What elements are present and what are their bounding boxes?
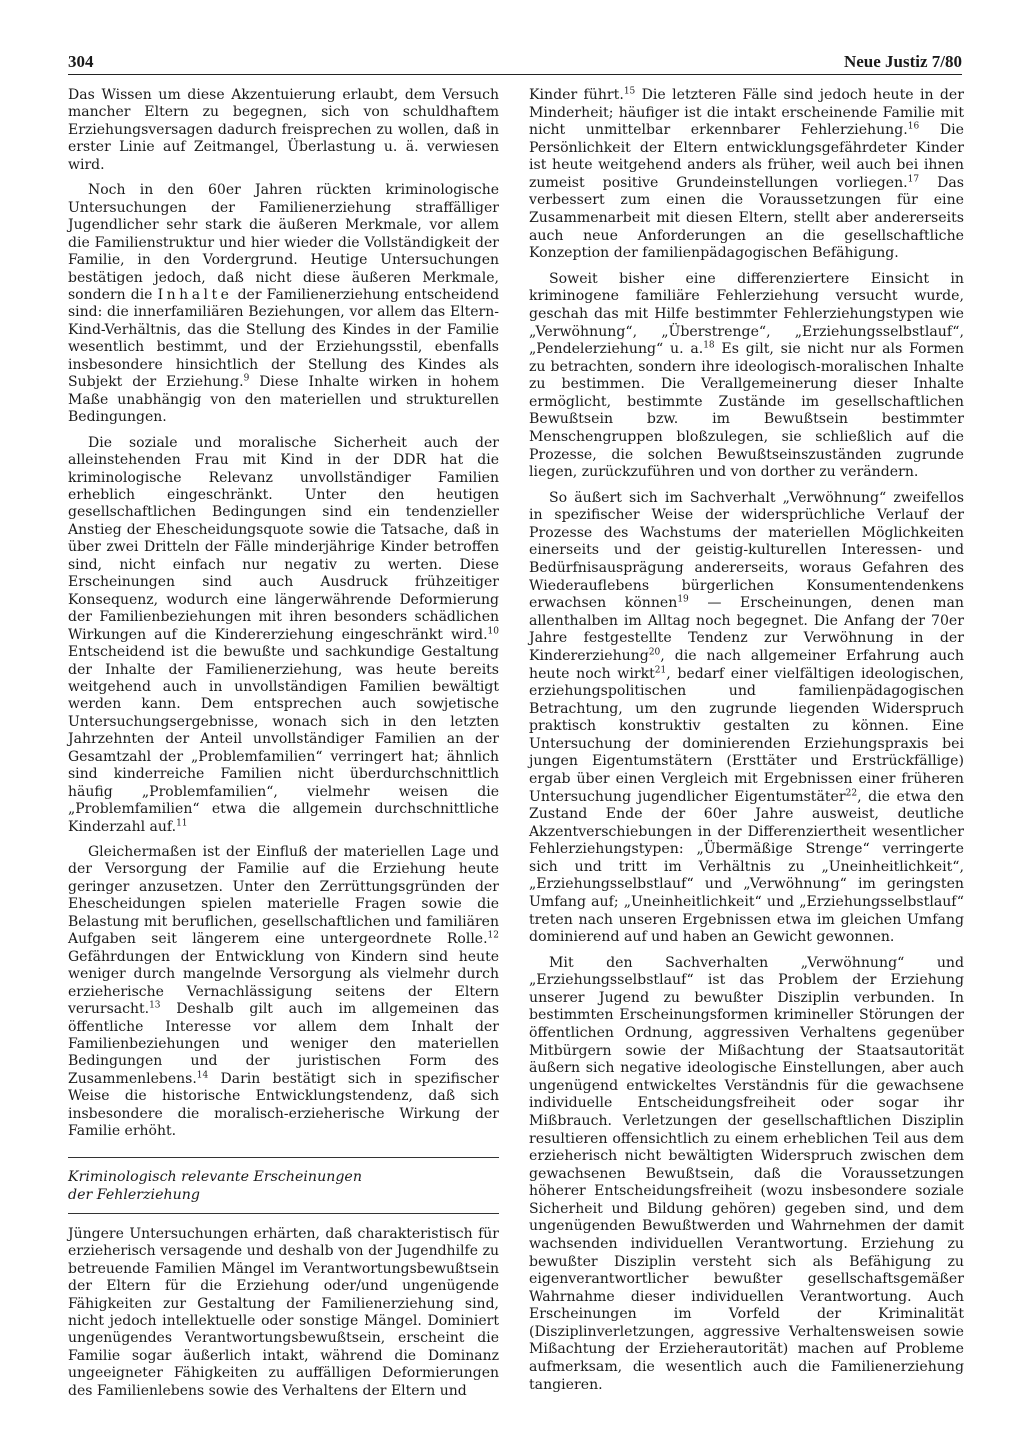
- section-title: Kriminologisch relevante Erscheinungen: [68, 1168, 362, 1185]
- footnote-ref: 12: [487, 930, 499, 941]
- paragraph: So äußert sich im Sachverhalt „Verwöhnung“ zweifellos in spezifischer Weise der widersprüchliche Verlauf der Prozesse des Wachstums der materiellen Möglichkeiten einerseits und der geistig-kulturellen Interessen- und Bedürfnisausprägung andererseits, woraus Gefahren des Wiederauflebens bürgerlichen Konsumentendenkens erwachsen können$^{19}$ — Erscheinungen, denen man allenthalben im Alltag noch begegnet. Die Anfang der 70er Jahre festgestellte Tendenz zur Verwöhnung in der Kindererziehung$^{20}$, die nach allgemeiner Erfahrung auch heute noch wirkt$^{21}$, bedarf einer vielfältigen ideologischen, erziehungspolitischen und familienpädagogischen Betrachtung, um den zugrunde liegenden Widerspruch praktisch konstruktiv gestalten zu können. Eine Untersuchung der dominierenden Erziehungspraxis bei jungen Eigentumstätern (Ersttäter und Erstrückfällige) ergab über einen Vergleich mit Ergebnissen einer früheren Untersuchung jugendlicher Eigentumstäter$^{22}$, die etwa den Zustand Ende der 60er Jahre ausweist, deutliche Akzentverschiebungen in der Differenziertheit wesentlicher Fehlerziehungstypen: „Übermäßige Strenge“ verringerte sich und tritt im Verhältnis zu „Uneinheitlichkeit“, „Erziehungsselbstlauf“ und „Verwöhnung“ im geringsten Umfang auf; „Uneinheitlichkeit“ und „Erziehungsselbstlauf“ treten nach unseren Ergebnissen etwa im gleichen Umfang dominierend auf und haben an Gewicht gewonnen.: [529, 489, 965, 946]
- paragraph: Mit den Sachverhalten „Verwöhnung“ und „Erziehungsselbstlauf“ ist das Problem der Erziehung unserer Jugend zu bewußter Disziplin verbunden. In bestimmten Erscheinungsformen krimineller Störungen der öffentlichen Ordnung, aggressiven Verhaltens gegenüber Mitbürgern sowie der Mißachtung der Staatsautorität äußern sich negative ideologische Einstellungen, aber auch ungenügend entwickeltes Verständnis für die gewachsene individuelle Entscheidungsfreiheit oder sogar ihr Mißbrauch. Verletzungen der gesellschaftlichen Disziplin resultieren offensichtlich zu einem erheblichen Teil aus dem erzieherisch nicht bewältigten Widerspruch zwischen dem gewachsenen Bewußtsein, daß die Voraussetzungen höherer Entscheidungsfreiheit (wozu insbesondere soziale Sicherheit und Bildung gehören) gegeben sind, und dem ungenügenden Bewußtwerden und Wahrnehmen der damit wachsenden individuellen Verantwortung. Erziehung zu bewußter Disziplin versteht sich als Befähigung zu eigenverantwortlicher bewußter gesellschaftsgemäßer Wahrnahme dieser individuellen Verantwortung. Auch Erscheinungen im Vorfeld der Kriminalität (Disziplinverletzungen, aggressive Verhaltensweisen sowie Mißachtung der Erzieherautorität) machen auf Probleme aufmerksam, die wesentlich auch die Familienerziehung tangieren.: [529, 954, 964, 1393]
- footnote-ref: 9: [243, 373, 250, 384]
- paragraph: Soweit bisher eine differenziertere Einsicht in kriminogene familiäre Fehlerziehung versucht wurde, geschah das mit Hilfe bestimmter Fehlerziehungstypen wie „Verwöhnung“, „Überstrenge“, „Erziehungsselbstlauf“, „Pendelerziehung“ u. a.$^{18}$ Es gilt, sie nicht nur als Formen zu betrachten, sondern ihre ideologisch-moralischen Inhalte zu bestimmen. Die Verallgemeinerung dieser Inhalte ermöglicht, bestimmte Zustände im gesellschaftlichen Bewußtsein bzw. im Bewußtsein bestimmter Menschengruppen bloßzulegen, sie schließlich auf die Prozesse, die solchen Bewußtseinszuständen zugrunde liegen, zurückzuführen und von dorther zu verändern.: [529, 270, 964, 481]
- emphasized-word: Inhalte: [157, 286, 233, 303]
- section-heading-box: [68, 1157, 499, 1214]
- footnote-ref: 10: [487, 625, 499, 636]
- right-column: [529, 87, 964, 1402]
- paragraph: Jüngere Untersuchungen erhärten, daß charakteristisch für erzieherisch versagende und deshalb von der Jugendhilfe zu betreuende Familien Mängel im Verantwortungsbewußtsein der Eltern für die Erziehung oder/und ungenügende Fähigkeiten zur Gestaltung der Familienerziehung sind, nicht jedoch intellektuelle oder sonstige Mängel. Dominiert ungenügendes Verantwortungsbewußtsein, erscheint die Familie sogar äußerlich intakt, während die Dominanz ungeeigneter Fähigkeiten zu auffälligen Deformierungen des Familienlebens sowie des Verhaltens der Eltern und: [68, 1225, 499, 1399]
- left-column: [68, 87, 499, 1408]
- paragraph: Noch in den 60er Jahren rückten kriminologische Untersuchungen der Familienerziehung straffälliger Jugendlicher sehr stark die äußeren Merkmale, vor allem die Familienstruktur und hier wieder die Vollständigkeit der Familie, in den Vordergrund. Heutige Untersuchungen bestätigen jedoch, daß nicht diese äußeren Merkmale, sondern die Inhalte der Familienerziehung entscheidend sind: die innerfamiliären Beziehungen, vor allem das Eltern-Kind-Verhältnis, das die Stellung des Kindes in der Familie wesentlich bestimmt, und der Erziehungsstil, ebenfalls insbesondere hinsichtlich der Stellung des Kindes als Subjekt der Erziehung.$^9$ Diese Inhalte wirken in hohem Maße unabhängig von den materiellen und strukturellen Bedingungen.: [68, 182, 500, 426]
- paragraph: Das Wissen um diese Akzentuierung erlaubt, dem Versuch mancher Eltern zu begegnen, sich von schuldhaftem Erziehungsversagen dadurch freisprechen zu wollen, daß in erster Linie auf Zeitmangel, Überlastung u. ä. verwiesen wird.: [68, 87, 499, 173]
- footnote-ref: 15: [623, 86, 636, 97]
- page-header: [68, 52, 962, 75]
- footnote-ref: 22: [845, 787, 858, 798]
- footnote-ref: 17: [907, 174, 920, 185]
- footnote-ref: 19: [677, 594, 689, 605]
- page-number: 304: [68, 52, 94, 71]
- footnote-ref: 13: [149, 1000, 161, 1011]
- footnote-ref: 18: [703, 340, 715, 351]
- section-title: der Fehlerziehung: [68, 1187, 200, 1204]
- paragraph: Kinder führt.$^{15}$ Die letzteren Fälle sind jedoch heute in der Minderheit; häufiger ist die intakt erscheinende Familie mit nicht unmittelbar erkennbarer Fehlerziehung.$^{16}$ Die Persönlichkeit der Eltern entwicklungsgefährdeter Kinder ist heute weitgehend anders als früher, weil auch bei ihnen zumeist positive Grundeinstellungen vorliegen.$^{17}$ Das verbessert zum einen die Voraussetzungen für eine Zusammenarbeit mit diesen Eltern, stellt aber andererseits auch neue Anforderungen an die gesellschaftliche Konzeption der familienpädagogischen Befähigung.: [529, 86, 964, 262]
- footnote-ref: 16: [907, 121, 920, 132]
- paragraph: Gleichermaßen ist der Einfluß der materiellen Lage und der Versorgung der Familie auf die Erziehung heute geringer anzusetzen. Unter den Zerrüttungsgründen der Ehescheidungen spielen materielle Fragen sowie die Belastung mit beruflichen, gesellschaftlichen und familiären Aufgaben seit längerem eine untergeordnete Rolle.$^{12}$ Gefährdungen der Entwicklung von Kindern sind heute weniger durch mangelnde Versorgung als vielmehr durch erzieherische Vernachlässigung seitens der Eltern verursacht.$^{13}$ Deshalb gilt auch im allgemeinen das öffentliche Interesse vor allem dem Inhalt der Familienbeziehungen und weniger den materiellen Bedingungen und der juristischen Form des Zusammenlebens.$^{14}$ Darin bestätigt sich in spezifischer Weise die historische Entwicklungstendenz, daß sich insbesondere die moralisch-erzieherische Wirkung der Familie erhöht.: [68, 844, 499, 1140]
- footnote-ref: 11: [176, 817, 188, 828]
- paragraph: Die soziale und moralische Sicherheit auch der alleinstehenden Frau mit Kind in der DDR hat die kriminologische Relevanz unvollständiger Familien erheblich eingeschränkt. Unter den heutigen gesellschaftlichen Bedingungen sind ein tendenzieller Anstieg der Ehescheidungsquote sowie die Tatsache, daß in über zwei Dritteln der Fälle minderjährige Kinder betroffen sind, nicht einfach nur negativ zu werten. Diese Erscheinungen sind auch Ausdruck frühzeitiger Konsequenz, wodurch eine längerwährende Deformierung der Familienbeziehungen mit ihren besonders schädlichen Wirkungen auf die Kindererziehung eingeschränkt wird.$^{10}$ Entscheidend ist die bewußte und sachkundige Gestaltung der Inhalte der Familienerziehung, was heute bereits weitgehend auch in unvollständigen Familien bewältigt werden kann. Dem entsprechen auch sowjetische Untersuchungsergebnisse, wonach sich in den letzten Jahrzehnten der Anteil unvollständiger Familien an der Gesamtzahl der „Problemfamilien“ verringert hat; ähnlich sind kinderreiche Familien nicht überdurchschnittlich häufig „Problemfamilien“, vielmehr weisen die „Problemfamilien“ etwa die allgemein durchschnittliche Kinderzahl auf.$^{11}$: [68, 434, 499, 835]
- footnote-ref: 20: [648, 647, 661, 658]
- journal-issue: Neue Justiz 7/80: [843, 52, 962, 71]
- footnote-ref: 21: [654, 664, 667, 675]
- footnote-ref: 14: [196, 1070, 209, 1081]
